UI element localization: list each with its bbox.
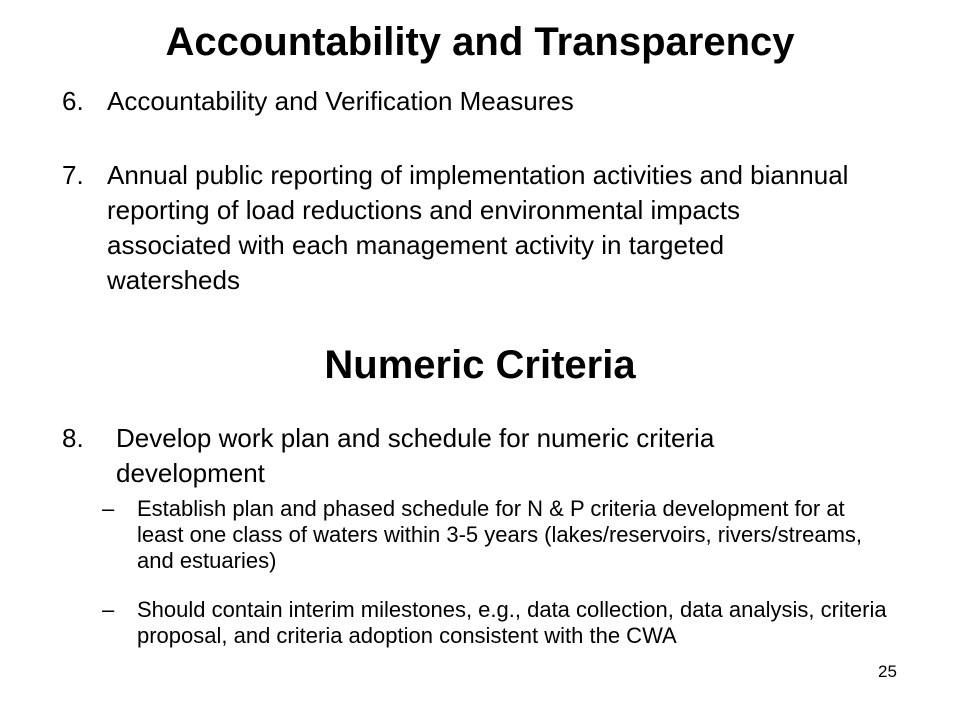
section-title: Numeric Criteria <box>324 343 636 387</box>
item-number: 6. <box>62 86 84 116</box>
dash-bullet: – <box>102 496 115 521</box>
list-item-accountability-verification <box>62 84 882 119</box>
list-item-work-plan <box>62 421 842 491</box>
item-text: Accountability and Verification Measures <box>107 86 574 116</box>
item-number: 8. <box>62 423 84 453</box>
dash-bullet: – <box>102 597 115 622</box>
item-text: Annual public reporting of implementation activities and biannual reporting of load reductions and environmental impacts associated with each management activity in targeted watersheds <box>107 160 849 295</box>
list-item-annual-reporting <box>62 158 862 298</box>
sub-item-phased-schedule <box>102 496 872 574</box>
item-number: 7. <box>62 160 84 190</box>
item-text: Develop work plan and schedule for numeric criteria development <box>116 423 715 488</box>
page-number: 25 <box>878 662 897 681</box>
slide-title: Accountability and Transparency <box>165 20 795 64</box>
sub-item-interim-milestones <box>102 597 892 649</box>
sub-item-text: Should contain interim milestones, e.g., data collection, data analysis, criteria proposal, and criteria adoption consistent with the CWA <box>137 597 887 648</box>
sub-item-text: Establish plan and phased schedule for N & P criteria development for at least one class of waters within 3-5 years (lakes/reservoirs, rivers/streams, and estuaries) <box>137 496 863 573</box>
